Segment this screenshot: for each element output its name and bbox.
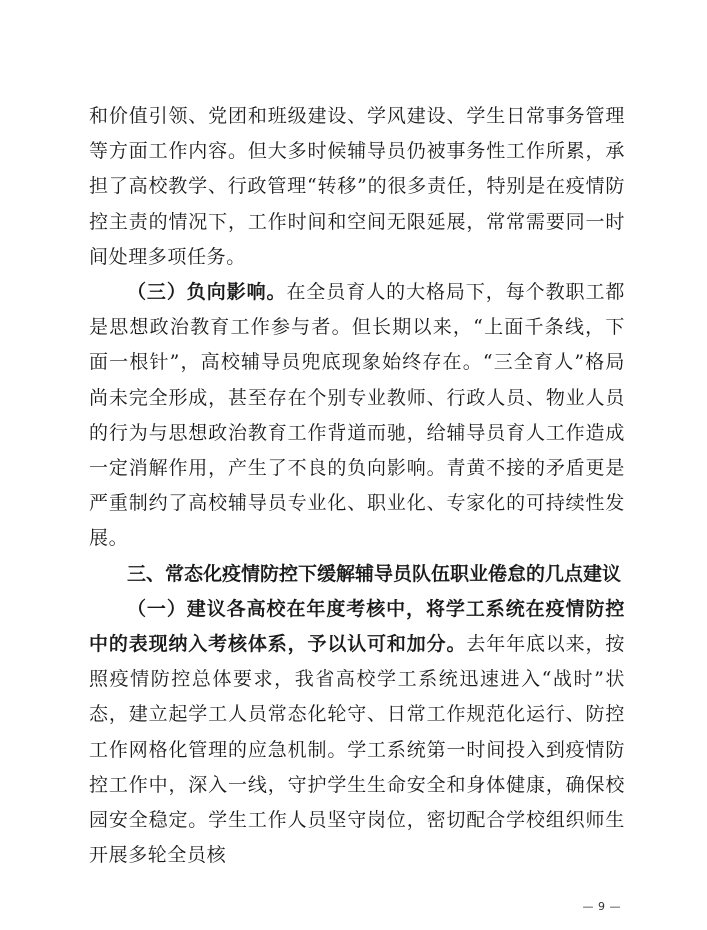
paragraph-text: 在全员育人的大格局下，每个教职工都是思想政治教育工作参与者。但长期以来，“上面千条线，下面一根针”，高校辅导员兜底现象始终存在。“三全育人”格局尚未完全形成，甚至存在个别专业教师、行政人员、物业人员的行为与思想政治教育工作背道而驰，给辅导员育人工作造成一定消解作用，产生了不良的负向影响。青黄不接的矛盾更是严重制约了高校辅导员专业化、职业化、专家化的可持续性发展。 [89, 281, 625, 550]
paragraph-continuation [89, 99, 625, 275]
paragraph-lead: （三）负向影响。 [127, 281, 287, 304]
paragraph-text: 和价值引领、党团和班级建设、学风建设、学生日常事务管理等方面工作内容。但大多时候辅导员仍被事务性工作所累，承担了高校教学、行政管理“转移”的很多责任，特别是在疫情防控主责的情况下，工作时间和空间无限延展，常常需要同一时间处理多项任务。 [89, 105, 625, 268]
paragraph-negative-impact [89, 275, 625, 557]
paragraph-text: 去年年底以来，按照疫情防控总体要求，我省高校学工系统迅速进入“战时”状态，建立起学工人员常态化轮守、日常工作规范化运行、防控工作网格化管理的应急机制。学工系统第一时间投入到疫情防控工作中，深入一线，守护学生生命安全和身体健康，确保校园安全稳定。学生工作人员坚守岗位，密切配合学校组织师生开展多轮全员核 [89, 633, 625, 867]
section-heading: 三、常态化疫情防控下缓解辅导员队伍职业倦怠的几点建议 [127, 562, 622, 585]
page-number: — 9 — [582, 900, 621, 913]
body-text [89, 99, 625, 873]
paragraph-suggestion-one [89, 592, 625, 874]
paragraph-lead: （一）建议各高校在年度考核中，将学工系统在疫情防控中的表现纳入考核体系，予以认可和加分。 [89, 597, 625, 656]
